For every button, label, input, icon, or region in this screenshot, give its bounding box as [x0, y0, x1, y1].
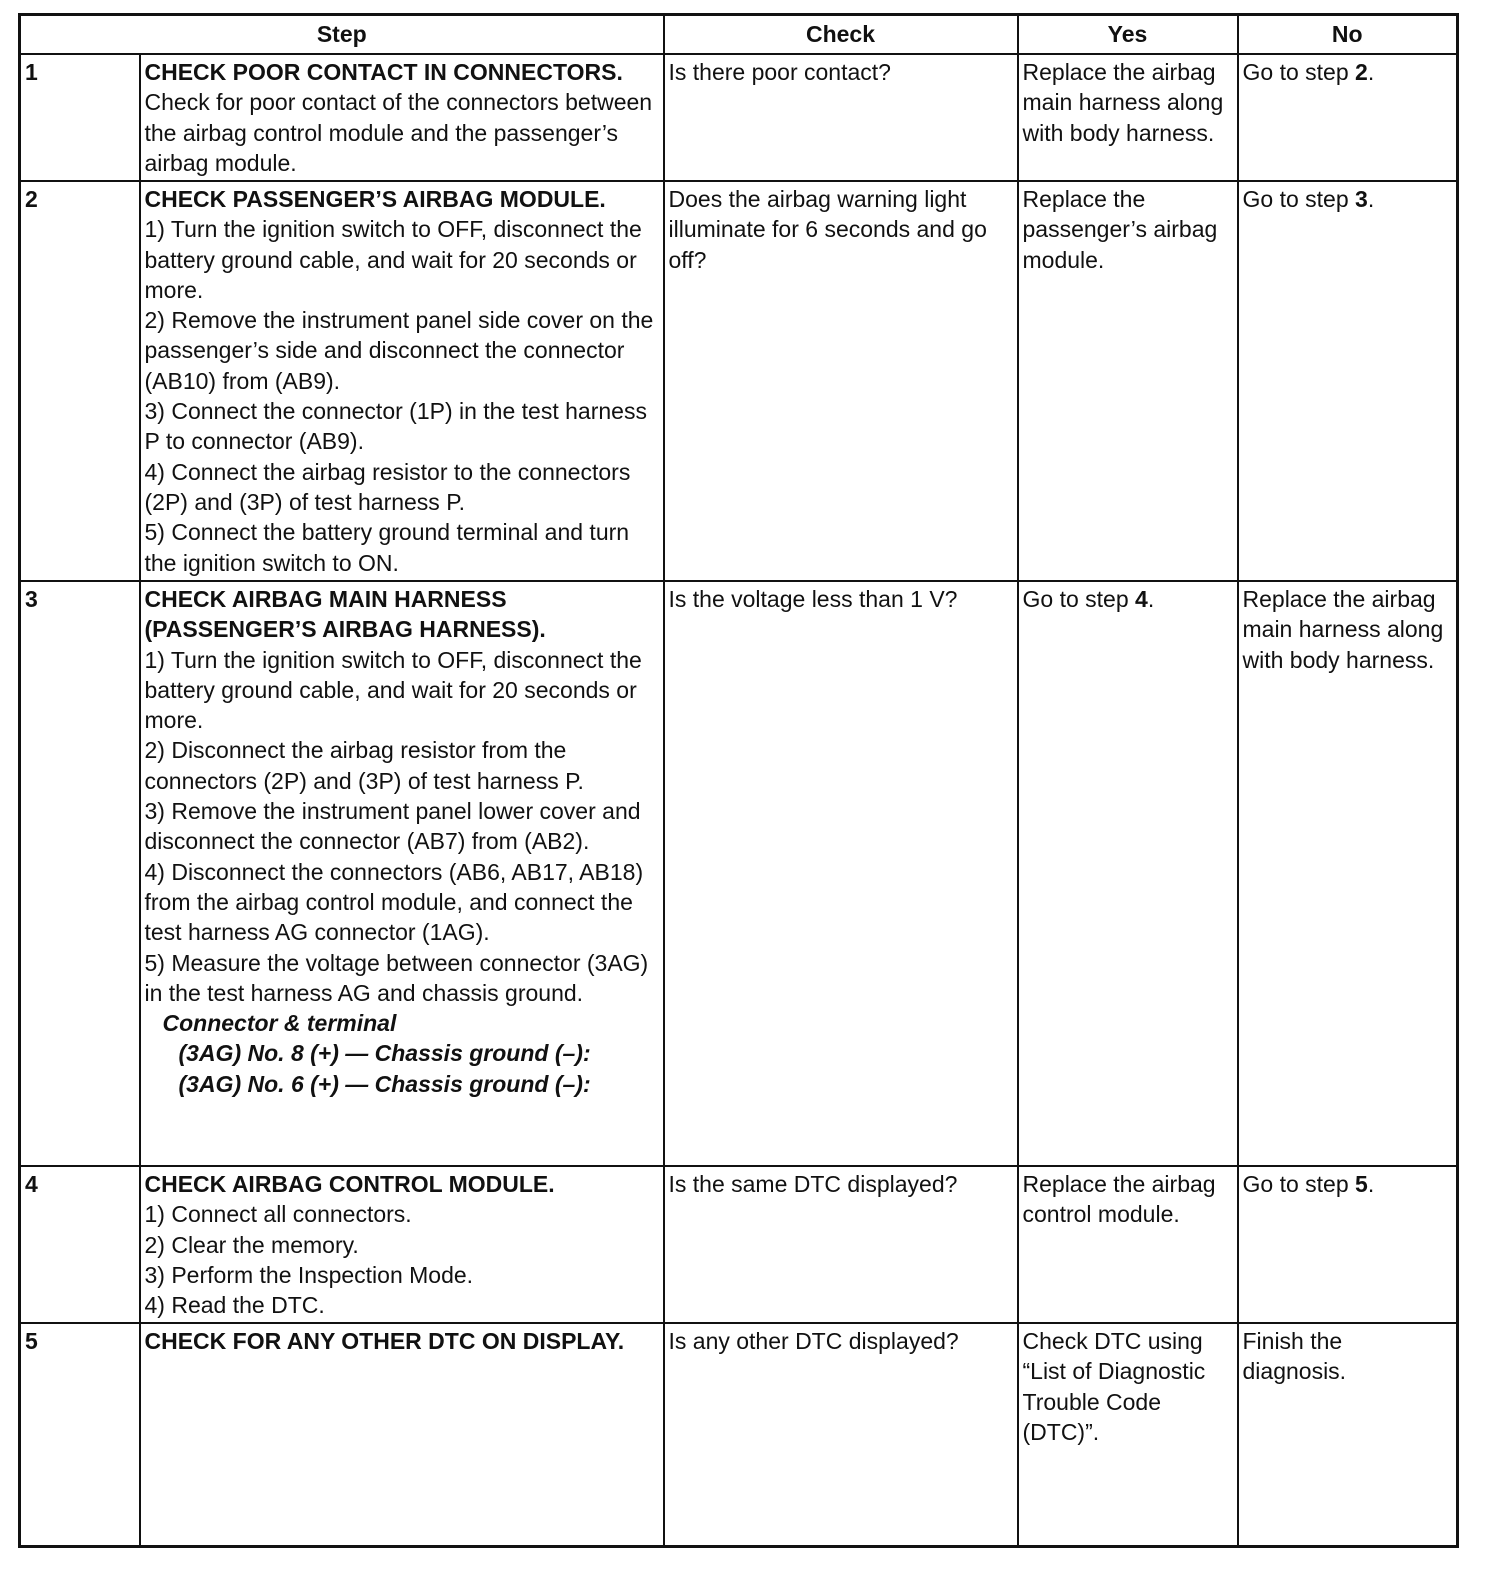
table-row — [20, 1166, 1458, 1323]
step-number: 4 — [20, 1166, 140, 1323]
step-number: 1 — [20, 54, 140, 181]
table-row — [20, 1323, 1458, 1547]
step-instruction: 4) Read the DTC. — [144, 1292, 325, 1319]
header-step: Step — [20, 15, 664, 55]
step-reference: 5 — [1355, 1171, 1368, 1197]
header-check: Check — [664, 15, 1018, 55]
step-number: 5 — [20, 1323, 140, 1547]
step-cell — [140, 1166, 664, 1323]
no-cell — [1238, 1166, 1458, 1323]
table-row — [20, 54, 1458, 181]
step-instruction: 3) Perform the Inspection Mode. — [144, 1261, 474, 1288]
step-instruction: 4) Disconnect the connectors (AB6, AB17, AB18) from the airbag control module, and connect the test harness AG connector (1AG). — [144, 858, 644, 946]
header-row — [20, 15, 1458, 55]
yes-cell: Replace the airbag control module. — [1018, 1166, 1238, 1323]
step-reference: 2 — [1355, 59, 1368, 85]
step-title: CHECK AIRBAG CONTROL MODULE. — [144, 1171, 555, 1197]
step-instruction: 1) Turn the ignition switch to OFF, disconnect the battery ground cable, and wait for 20 seconds or more. — [144, 216, 642, 303]
step-cell — [140, 181, 664, 581]
step-instruction: 2) Disconnect the airbag resistor from the connectors (2P) and (3P) of test harness P. — [144, 737, 584, 794]
yes-suffix: . — [1147, 586, 1155, 612]
no-cell — [1238, 181, 1458, 581]
step-instruction: 2) Clear the memory. — [144, 1231, 359, 1258]
connector-terminal-spec: (3AG) No. 8 (+) — Chassis ground (–): — [178, 1040, 591, 1067]
header-yes: Yes — [1018, 15, 1238, 55]
no-cell — [1238, 54, 1458, 181]
step-instruction: 5) Connect the battery ground terminal and turn the ignition switch to ON. — [144, 519, 630, 576]
no-text: Go to step — [1242, 186, 1356, 212]
step-instruction: 4) Connect the airbag resistor to the connectors (2P) and (3P) of test harness P. — [144, 458, 631, 515]
check-cell: Is there poor contact? — [664, 54, 1018, 181]
no-cell: Replace the airbag main harness along with body harness. — [1238, 581, 1458, 1166]
step-instruction: 3) Remove the instrument panel lower cover and disconnect the connector (AB7) from (AB2). — [144, 798, 641, 855]
check-cell: Does the airbag warning light illuminate for 6 seconds and go off? — [664, 181, 1018, 581]
connector-terminal-heading: Connector & terminal — [162, 1010, 397, 1037]
yes-cell — [1018, 581, 1238, 1166]
step-instruction: 3) Connect the connector (1P) in the test harness P to connector (AB9). — [144, 398, 647, 455]
check-cell: Is any other DTC displayed? — [664, 1323, 1018, 1547]
step-instruction: 1) Connect all connectors. — [144, 1201, 412, 1228]
no-suffix: . — [1367, 59, 1375, 85]
step-cell — [140, 1323, 664, 1547]
step-cell — [140, 581, 664, 1166]
step-title: CHECK AIRBAG MAIN HARNESS (PASSENGER’S AIRBAG HARNESS). — [144, 586, 546, 643]
connector-terminal-spec: (3AG) No. 6 (+) — Chassis ground (–): — [178, 1070, 591, 1097]
step-number: 3 — [20, 581, 140, 1166]
table-row — [20, 581, 1458, 1166]
step-reference: 3 — [1355, 186, 1368, 212]
yes-text: Go to step — [1022, 586, 1136, 612]
check-cell: Is the voltage less than 1 V? — [664, 581, 1018, 1166]
no-cell: Finish the diagnosis. — [1238, 1323, 1458, 1547]
step-instruction: Check for poor contact of the connectors between the airbag control module and the passenger’s airbag module. — [144, 89, 653, 176]
no-suffix: . — [1367, 186, 1375, 212]
step-reference: 4 — [1135, 586, 1148, 612]
diagnostic-table — [18, 13, 1459, 1548]
step-title: CHECK POOR CONTACT IN CONNECTORS. — [144, 59, 623, 85]
step-instruction: 5) Measure the voltage between connector (3AG) in the test harness AG and chassis ground. — [144, 949, 649, 1006]
step-number: 2 — [20, 181, 140, 581]
check-cell: Is the same DTC displayed? — [664, 1166, 1018, 1323]
step-instruction: 2) Remove the instrument panel side cover on the passenger’s side and disconnect the connector (AB10) from (AB9). — [144, 307, 654, 394]
no-text: Go to step — [1242, 1171, 1356, 1197]
table-row — [20, 181, 1458, 581]
header-no: No — [1238, 15, 1458, 55]
no-text: Go to step — [1242, 59, 1356, 85]
yes-cell: Check DTC using “List of Diagnostic Trouble Code (DTC)”. — [1018, 1323, 1238, 1547]
step-title: CHECK PASSENGER’S AIRBAG MODULE. — [144, 186, 606, 212]
step-instruction: 1) Turn the ignition switch to OFF, disconnect the battery ground cable, and wait for 20 seconds or more. — [144, 646, 642, 734]
yes-cell: Replace the passenger’s airbag module. — [1018, 181, 1238, 581]
yes-cell: Replace the airbag main harness along with body harness. — [1018, 54, 1238, 181]
step-title: CHECK FOR ANY OTHER DTC ON DISPLAY. — [144, 1328, 625, 1354]
step-cell — [140, 54, 664, 181]
no-suffix: . — [1367, 1171, 1375, 1197]
